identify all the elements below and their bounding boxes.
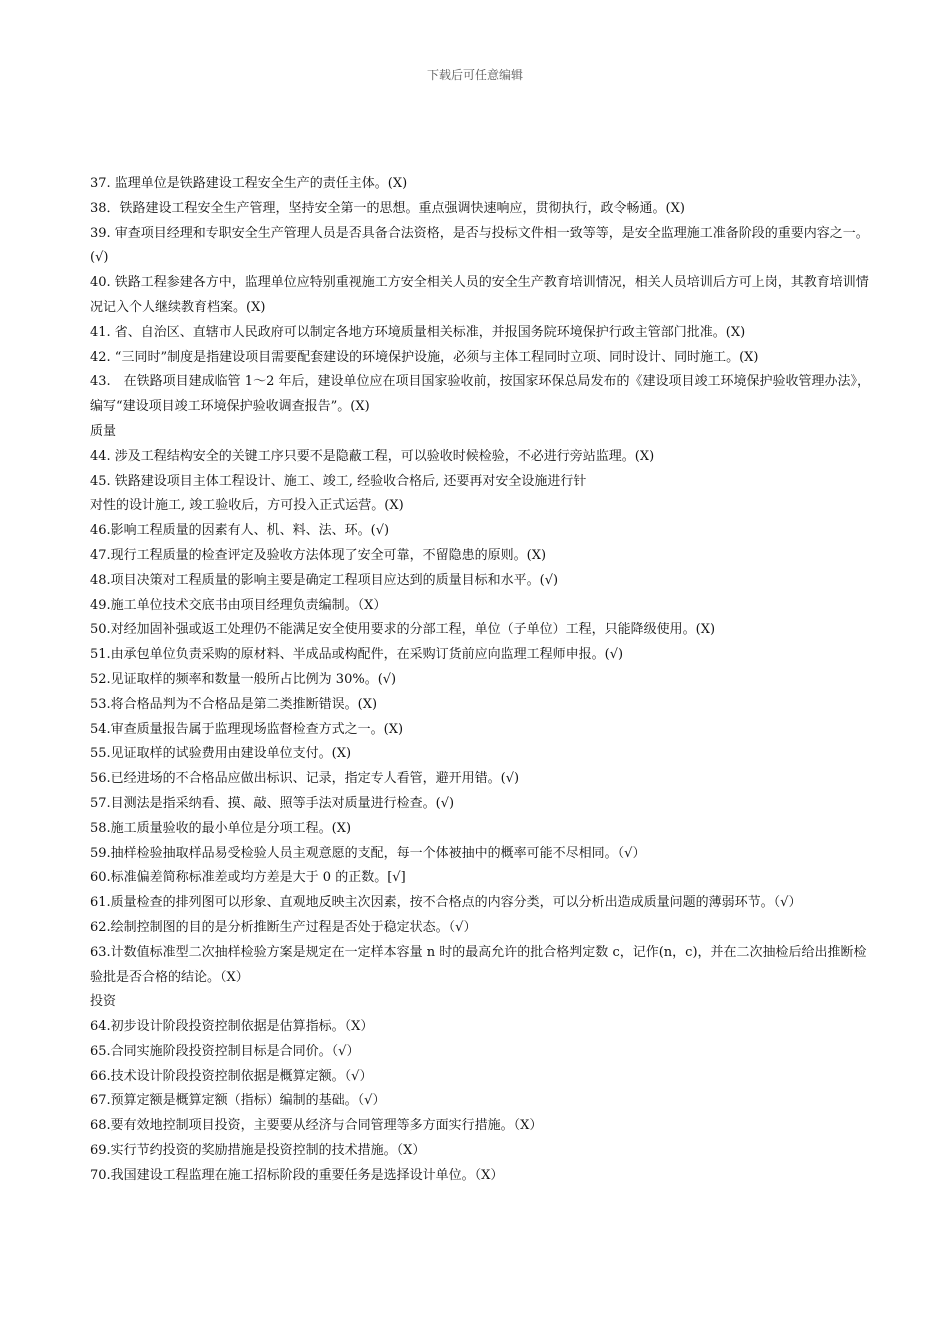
list-item: 45. 铁路建设项目主体工程设计、施工、竣工, 经验收合格后, 还要再对安全设施进行针 <box>90 473 587 489</box>
list-item: 50.对经加固补强或返工处理仍不能满足安全使用要求的分部工程，单位（子单位）工程，只能降级使用。(X) <box>90 622 716 638</box>
list-item: 63.计数值标准型二次抽样检验方案是规定在一定样本容量 n 时的最高允许的批合格判定数 c，记作(n，c)，并在二次抽检后给出推断检验批是否合格的结论。（X） <box>90 944 867 985</box>
list-item: 65.合同实施阶段投资控制目标是合同价。（√） <box>90 1043 360 1059</box>
list-item: 61.质量检查的排列图可以形象、直观地反映主次因素，按不合格点的内容分类，可以分析出造成质量问题的薄弱环节。（√） <box>90 895 802 911</box>
section-heading-quality: 质量 <box>90 423 117 439</box>
list-item: 37. 监理单位是铁路建设工程安全生产的责任主体。(X) <box>90 176 408 191</box>
list-item: 49.施工单位技术交底书由项目经理负责编制。（X） <box>90 597 387 613</box>
list-item: 60.标准偏差简称标准差或均方差是大于 0 的正数。[√] <box>90 870 406 886</box>
list-item: 46.影响工程质量的因素有人、机、料、法、环。(√) <box>90 523 390 539</box>
list-item: 对性的设计施工, 竣工验收后，方可投入正式运营。(X) <box>90 498 404 514</box>
list-item: 43. 在铁路项目建成临管 1～2 年后，建设单位应在项目国家验收前，按国家环保总局发布的《建设项目竣工环境保护验收管理办法》，编写“建设项目竣工环境保护验收调查报告”。(X) <box>90 374 870 415</box>
list-item: 38．铁路建设工程安全生产管理，坚持安全第一的思想。重点强调快速响应，贯彻执行，政令畅通。(X) <box>90 200 685 216</box>
list-item: 58.施工质量验收的最小单位是分项工程。(X) <box>90 820 352 836</box>
list-item: 62.绘制控制图的目的是分析推断生产过程是否处于稳定状态。（√） <box>90 919 477 935</box>
list-item: 48.项目决策对工程质量的影响主要是确定工程项目应达到的质量目标和水平。(√) <box>90 572 559 588</box>
list-item: 40. 铁路工程参建各方中，监理单位应特别重视施工方安全相关人员的安全生产教育培训情况，相关人员培训后方可上岗，其教育培训情况记入个人继续教育档案。(X) <box>90 275 869 315</box>
list-item: 66.技术设计阶段投资控制依据是概算定额。（√） <box>90 1068 373 1084</box>
list-item: 42. “三同时”制度是指建设项目需要配套建设的环境保护设施，必须与主体工程同时立项、同时设计、同时施工。(X) <box>90 349 759 365</box>
list-item: 59.抽样检验抽取样品易受检验人员主观意愿的支配，每一个体被抽中的概率可能不尽相同。（√） <box>90 845 646 861</box>
list-item: 64.初步设计阶段投资控制依据是估算指标。（X） <box>90 1019 374 1035</box>
list-item: 51.由承包单位负责采购的原材料、半成品或构配件，在采购订货前应向监理工程师申报。(√) <box>90 647 624 663</box>
list-item: 57.目测法是指采纳看、摸、敲、照等手法对质量进行检查。(√) <box>90 795 455 811</box>
list-item: 41. 省、自治区、直辖市人民政府可以制定各地方环境质量相关标准，并报国务院环境保护行政主管部门批准。(X) <box>90 324 746 340</box>
list-item: 54.审查质量报告属于监理现场监督检查方式之一。(X) <box>90 721 404 737</box>
list-item: 70.我国建设工程监理在施工招标阶段的重要任务是选择设计单位。（X） <box>90 1167 504 1183</box>
list-item: 68.要有效地控制项目投资，主要要从经济与合同管理等多方面实行措施。（X） <box>90 1118 543 1134</box>
list-item: 55.见证取样的试验费用由建设单位支付。(X) <box>90 746 352 762</box>
page-header-note: 下载后可任意编辑 <box>426 68 523 82</box>
list-item: 39. 审查项目经理和专职安全生产管理人员是否具备合法资格，是否与投标文件相一致等等，是安全监理施工准备阶段的重要内容之一。(√) <box>90 225 869 266</box>
list-item: 47.现行工程质量的检查评定及验收方法体现了安全可靠，不留隐患的原则。(X) <box>90 547 547 563</box>
list-item: 52.见证取样的频率和数量一般所占比例为 30%。(√) <box>90 671 397 687</box>
document-body <box>90 172 870 1189</box>
list-item: 69.实行节约投资的奖励措施是投资控制的技术措施。（X） <box>90 1143 426 1159</box>
section-heading-investment: 投资 <box>90 994 117 1010</box>
list-item: 56.已经进场的不合格品应做出标识、记录，指定专人看管，避开用错。(√) <box>90 771 520 787</box>
list-item: 53.将合格品判为不合格品是第二类推断错误。(X) <box>90 696 378 712</box>
list-item: 67.预算定额是概算定额（指标）编制的基础。（√） <box>90 1093 386 1109</box>
list-item: 44. 涉及工程结构安全的关键工序只要不是隐蔽工程，可以验收时候检验，不必进行旁站监理。(X) <box>90 448 655 464</box>
